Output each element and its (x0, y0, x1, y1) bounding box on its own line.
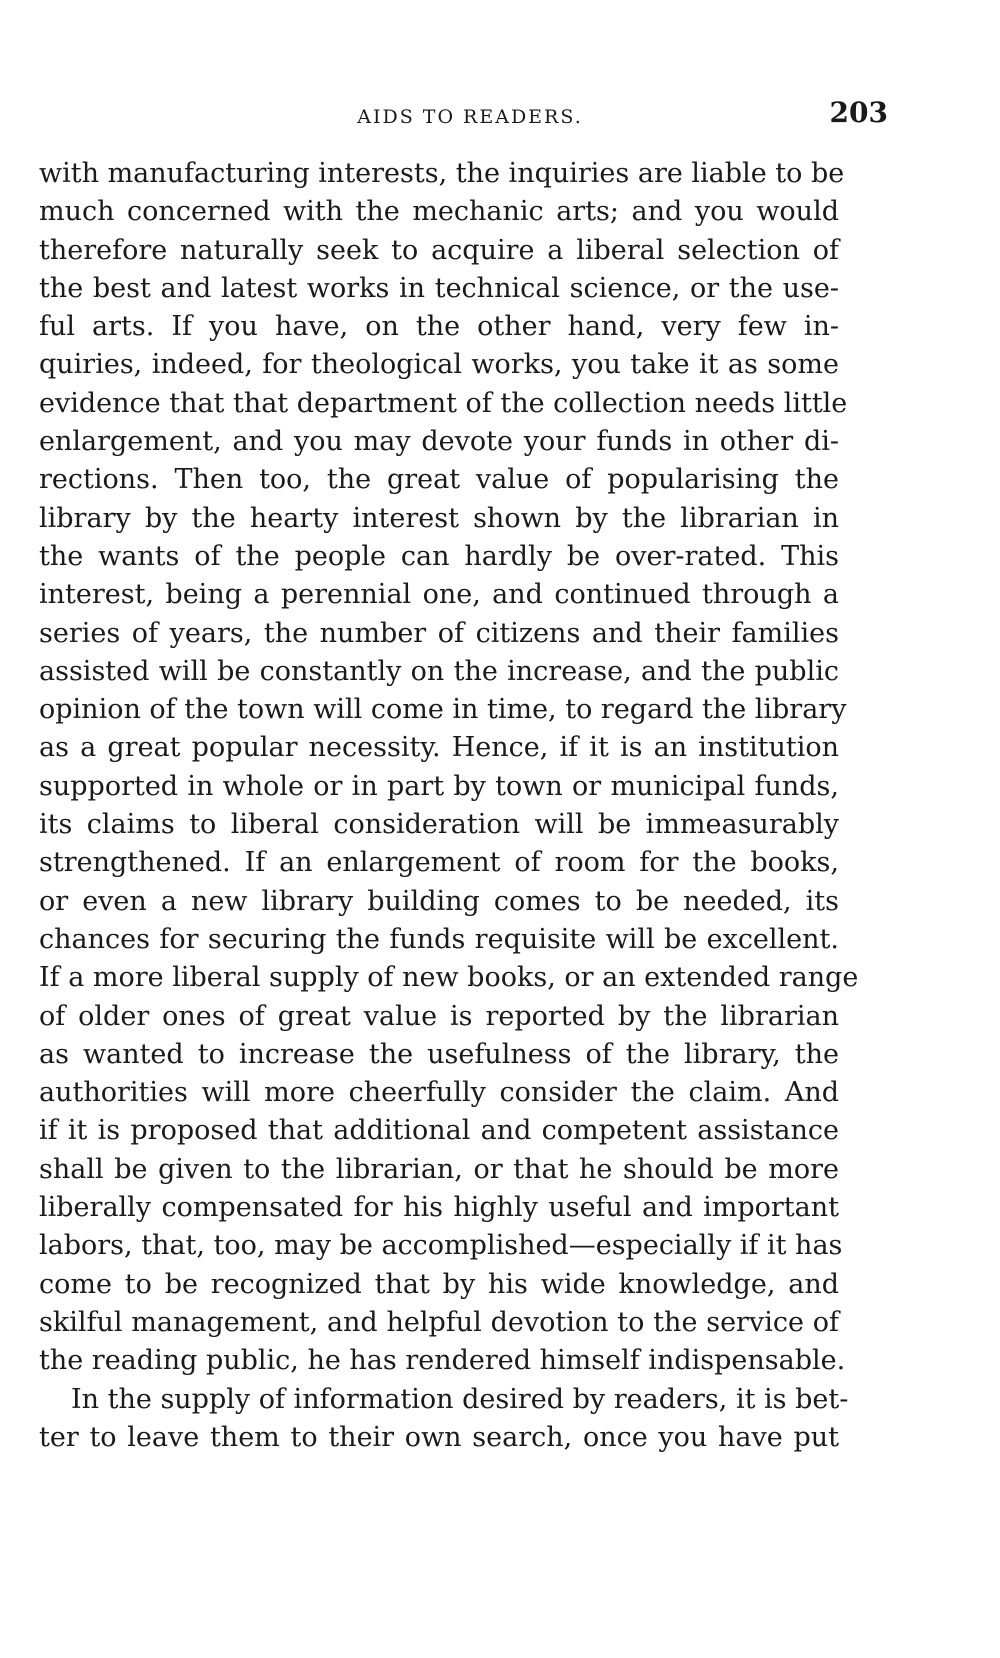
text-line: ful arts. If you have, on the other hand, very few in- (39, 311, 839, 343)
text-line: of older ones of great value is reported by the librarian (39, 1000, 839, 1032)
text-line: interest, being a perennial one, and continued through a (39, 579, 839, 611)
running-title: AIDS TO READERS. (357, 106, 583, 128)
text-line: come to be recognized that by his wide knowledge, and (39, 1268, 839, 1300)
text-line: with manufacturing interests, the inquiries are liable to be (39, 158, 845, 189)
body-text (39, 155, 859, 1457)
running-head (40, 92, 888, 132)
text-line: if it is proposed that additional and competent assistance (39, 1115, 839, 1147)
text-line: therefore naturally seek to acquire a liberal selection of (39, 234, 839, 266)
text-line: evidence that that department of the collection needs little (39, 387, 848, 419)
text-line: much concerned with the mechanic arts; and you would (39, 196, 839, 228)
text-line: its claims to liberal consideration will be immeasurably (39, 809, 839, 841)
text-line: the best and latest works in technical science, or the use- (39, 272, 839, 304)
text-line: or even a new library building comes to be needed, its (39, 885, 839, 917)
text-line: rections. Then too, the great value of popularising the (39, 464, 839, 496)
text-line: In the supply of information desired by readers, it is bet- (71, 1383, 849, 1415)
text-line: authorities will more cheerfully consider the claim. And (39, 1077, 839, 1109)
text-line: chances for securing the funds requisite will be excellent. (39, 923, 839, 955)
text-line: opinion of the town will come in time, to regard the library (39, 694, 847, 726)
page-number: 203 (829, 96, 888, 129)
text-line: as wanted to increase the usefulness of the library, the (39, 1038, 839, 1070)
paragraph (39, 155, 859, 1381)
text-line: strengthened. If an enlargement of room for the books, (39, 847, 839, 879)
text-line: the reading public, he has rendered himself indispensable. (39, 1345, 846, 1377)
text-line: supported in whole or in part by town or municipal funds, (39, 770, 839, 802)
text-line: skilful management, and helpful devotion to the service of (39, 1306, 839, 1338)
text-line: enlargement, and you may devote your funds in other di- (39, 426, 839, 458)
paragraph (39, 1381, 849, 1458)
text-line: as a great popular necessity. Hence, if it is an institution (39, 732, 839, 764)
text-line: shall be given to the librarian, or that he should be more (39, 1153, 839, 1185)
text-line: labors, that, too, may be accomplished—especially if it has (39, 1230, 843, 1262)
text-line: assisted will be constantly on the increase, and the public (39, 655, 839, 687)
text-line: series of years, the number of citizens and their families (39, 617, 839, 649)
text-line: the wants of the people can hardly be over-rated. This (39, 540, 839, 572)
text-line: liberally compensated for his highly useful and important (39, 1192, 839, 1224)
text-line: library by the hearty interest shown by the librarian in (39, 502, 839, 534)
text-line: ter to leave them to their own search, once you have put (39, 1421, 839, 1453)
text-line: quiries, indeed, for theological works, you take it as some (39, 349, 839, 381)
text-line: If a more liberal supply of new books, or an extended range (39, 962, 859, 994)
